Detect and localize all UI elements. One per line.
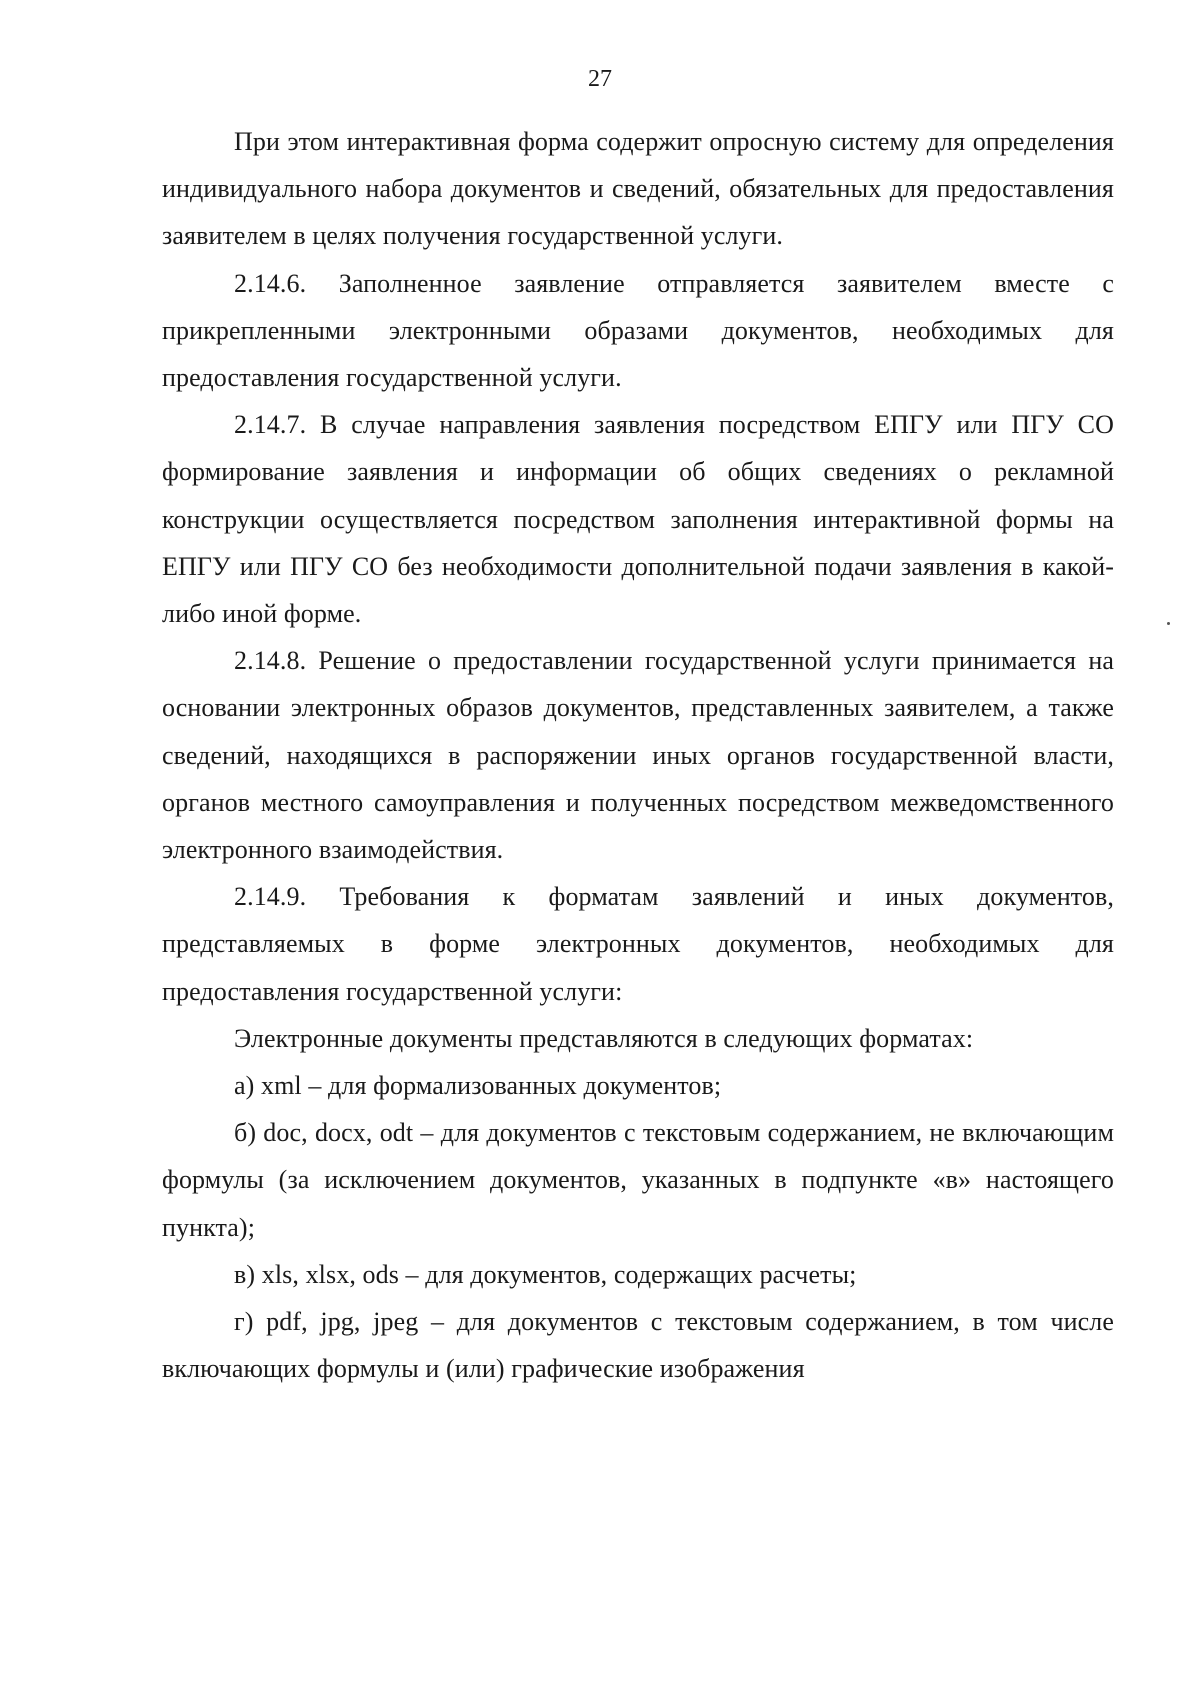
list-item-g: г) pdf, jpg, jpeg – для документов с текстовым содержанием, в том числе включающих формулы и (или) графические изображения [162,1307,1114,1384]
paragraph-2-14-8: 2.14.8. Решение о предоставлении государственной услуги принимается на основании электронных образов документов, представленных заявителем, а также сведений, находящихся в распоряжении иных органов государственной власти, органов местного самоуправления и полученных посредством межведомственного электронного взаимодействия. [162,646,1114,865]
list-item-v: в) xls, xlsx, ods – для документов, содержащих расчеты; [234,1259,857,1289]
list-item-a: а) xml – для формализованных документов; [234,1071,722,1101]
list-item-b: б) doc, docx, odt – для документов с текстовым содержанием, не включающим формулы (за исключением документов, указанных в подпункте «в» настоящего пункта); [162,1118,1114,1242]
scan-dot-mark [1167,622,1170,625]
paragraph-interactive-form: При этом интерактивная форма содержит опросную систему для определения индивидуального набора документов и сведений, обязательных для предоставления заявителем в целях получения государственной услуги. [162,127,1114,251]
paragraph-formats-intro: Электронные документы представляются в следующих форматах: [234,1023,974,1053]
page-number: 27 [588,66,612,92]
paragraph-2-14-6: 2.14.6. Заполненное заявление отправляется заявителем вместе с прикрепленными электронными образами документов, необходимых для предоставления государственной услуги. [162,268,1114,393]
paragraph-2-14-7: 2.14.7. В случае направления заявления посредством ЕПГУ или ПГУ СО формирование заявления и информации об общих сведениях о рекламной конструкции осуществляется посредством заполнения интерактивной формы на ЕПГУ или ПГУ СО без необходимости дополнительной подачи заявления в какой-либо иной форме. [162,410,1114,629]
paragraph-2-14-9: 2.14.9. Требования к форматам заявлений и иных документов, представляемых в форме электронных документов, необходимых для предоставления государственной услуги: [162,882,1114,1006]
document-body [162,118,1114,1392]
